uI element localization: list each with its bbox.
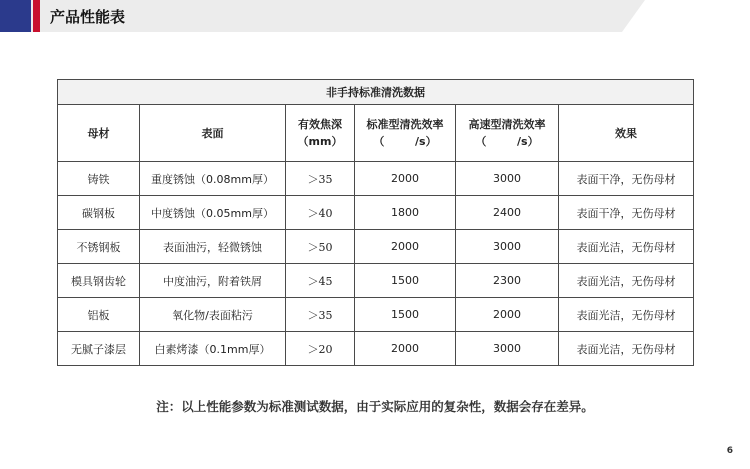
cell-highspeed-efficiency: 3000 [456, 332, 559, 366]
cell-highspeed-efficiency: 2000 [456, 298, 559, 332]
table-row [58, 264, 694, 298]
page-number: 6 [726, 446, 733, 456]
standard-efficiency-unit: （ /s） [373, 135, 437, 148]
cleaning-data-table [57, 79, 694, 366]
focal-depth-unit: （mm） [297, 135, 343, 148]
footnote: 注：以上性能参数为标准测试数据，由于实际应用的复杂性，数据会存在差异。 [156, 399, 594, 414]
cell-standard-efficiency: 1500 [355, 264, 456, 298]
page-title: 产品性能表 [50, 8, 126, 26]
cell-focal-depth: ＞35 [286, 162, 355, 196]
table-caption-row [58, 80, 694, 105]
cell-material: 无腻子漆层 [58, 332, 140, 366]
cell-material: 铸铁 [58, 162, 140, 196]
cell-focal-depth: ＞40 [286, 196, 355, 230]
column-header-focal-depth [286, 105, 355, 162]
cell-material: 不锈钢板 [58, 230, 140, 264]
cell-surface: 氧化物/表面粘污 [140, 298, 286, 332]
cell-standard-efficiency: 2000 [355, 332, 456, 366]
column-header-material: 母材 [58, 105, 140, 162]
cell-highspeed-efficiency: 3000 [456, 162, 559, 196]
focal-depth-label: 有效焦深 [298, 118, 342, 131]
column-header-standard-efficiency [355, 105, 456, 162]
cell-material: 铝板 [58, 298, 140, 332]
standard-efficiency-label: 标准型清洗效率 [366, 118, 444, 131]
cell-highspeed-efficiency: 2300 [456, 264, 559, 298]
cell-highspeed-efficiency: 3000 [456, 230, 559, 264]
cell-standard-efficiency: 1800 [355, 196, 456, 230]
table-row [58, 298, 694, 332]
highspeed-efficiency-label: 高速型清洗效率 [468, 118, 546, 131]
table-caption: 非手持标准清洗数据 [58, 80, 694, 105]
column-header-highspeed-efficiency [456, 105, 559, 162]
cell-material: 模具钢齿轮 [58, 264, 140, 298]
column-header-effect: 效果 [559, 105, 694, 162]
cell-focal-depth: ＞35 [286, 298, 355, 332]
table-row [58, 196, 694, 230]
cell-material: 碳钢板 [58, 196, 140, 230]
cell-surface: 中度锈蚀（0.05mm厚） [140, 196, 286, 230]
header-blue-block [0, 0, 31, 32]
cell-standard-efficiency: 1500 [355, 298, 456, 332]
cell-focal-depth: ＞20 [286, 332, 355, 366]
cell-highspeed-efficiency: 2400 [456, 196, 559, 230]
cell-effect: 表面光洁，无伤母材 [559, 332, 694, 366]
cell-effect: 表面干净，无伤母材 [559, 162, 694, 196]
cell-focal-depth: ＞45 [286, 264, 355, 298]
cell-surface: 中度油污，附着铁屑 [140, 264, 286, 298]
table-row [58, 162, 694, 196]
cell-standard-efficiency: 2000 [355, 230, 456, 264]
cell-surface: 白素烤漆（0.1mm厚） [140, 332, 286, 366]
cell-standard-efficiency: 2000 [355, 162, 456, 196]
cell-focal-depth: ＞50 [286, 230, 355, 264]
table-header-row [58, 105, 694, 162]
highspeed-efficiency-unit: （ /s） [475, 135, 539, 148]
cell-effect: 表面光洁，无伤母材 [559, 230, 694, 264]
cell-effect: 表面光洁，无伤母材 [559, 264, 694, 298]
cell-surface: 重度锈蚀（0.08mm厚） [140, 162, 286, 196]
table-row [58, 332, 694, 366]
cell-effect: 表面光洁，无伤母材 [559, 298, 694, 332]
cell-surface: 表面油污，轻微锈蚀 [140, 230, 286, 264]
cell-effect: 表面干净，无伤母材 [559, 196, 694, 230]
table-row [58, 230, 694, 264]
column-header-surface: 表面 [140, 105, 286, 162]
header-red-stripe [33, 0, 40, 32]
header-band [0, 0, 750, 32]
